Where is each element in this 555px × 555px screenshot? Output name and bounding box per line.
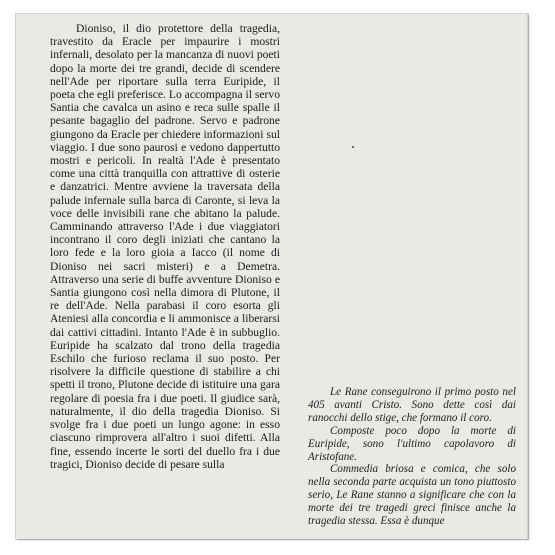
paper-speck bbox=[352, 146, 354, 148]
commentary-column bbox=[308, 386, 516, 528]
page-edge bbox=[527, 14, 528, 539]
book-page bbox=[16, 14, 528, 539]
commentary-paragraph-1: Le Rane conseguirono il primo posto nel 405 avanti Cristo. Sono dette così dai ranocchi dello stige, che formano il coro. bbox=[308, 386, 516, 424]
commentary-paragraph-3: Commedia briosa e comica, che solo nella seconda parte acquista un tono piuttosto serio, Le Rane stanno a significare che con la morte dei tre tragedi greci finisce anche la tragedia stessa. Essa è dunque bbox=[308, 463, 516, 528]
commentary-paragraph-2: Composte poco dopo la morte di Euripide, sono l'ultimo capolavoro di Aristofane. bbox=[308, 424, 516, 463]
synopsis-paragraph: Dioniso, il dio protettore della tragedia, travestito da Eracle per impaurire i mostri infernali, desolato per la mancanza di nuovi poeti dopo la morte dei tre grandi, decide di scendere nell'Ade per riportare sulla terra Euripide, il poeta che egli preferisce. Lo accompagna il servo Santia che cavalca un asino e reca sulle spalle il pesante bagaglio del padrone. Servo e padrone giungono da Eracle per chiedere informazioni sul viaggio. I due sono paurosi e vedono dappertutto mostri e pericoli. In realtà l'Ade è presentato come una città tranquilla con attrattive di osterie e danzatrici. Mentre avviene la traversata della palude infernale sulla barca di Caronte, si leva la voce delle invisibili rane che abitano la palude. Camminando attraverso l'Ade i due viaggiatori incontrano il coro degli iniziati che cantano la loro fede e la loro gioia a Iacco (il nome di Dioniso nei sacri misteri) e a Demetra. Attraverso una serie di buffe avventure Dioniso e Santia giungono così nella dimora di Plutone, il re dell'Ade. Nella parabasi il coro esorta gli Ateniesi alla concordia e li ammonisce a liberarsi dai cattivi cittadini. Intanto l'Ade è in subbuglio. Euripide ha scalzato dal trono della tragedia Eschilo che furioso reclama il suo posto. Per risolvere la difficile questione di stabilire a chi spetti il trono, Plutone decide di istituire una gara regolare di poesia fra i due poeti. Il giudice sarà, naturalmente, il dio della tragedia Dioniso. Si svolge fra i due poeti un lungo agone: in esso ciascuno rimprovera all'altro i suoi difetti. Alla fine, essendo incerte le sorti del duello fra i due tragici, Dioniso decide di pesare sulla bbox=[50, 22, 280, 471]
